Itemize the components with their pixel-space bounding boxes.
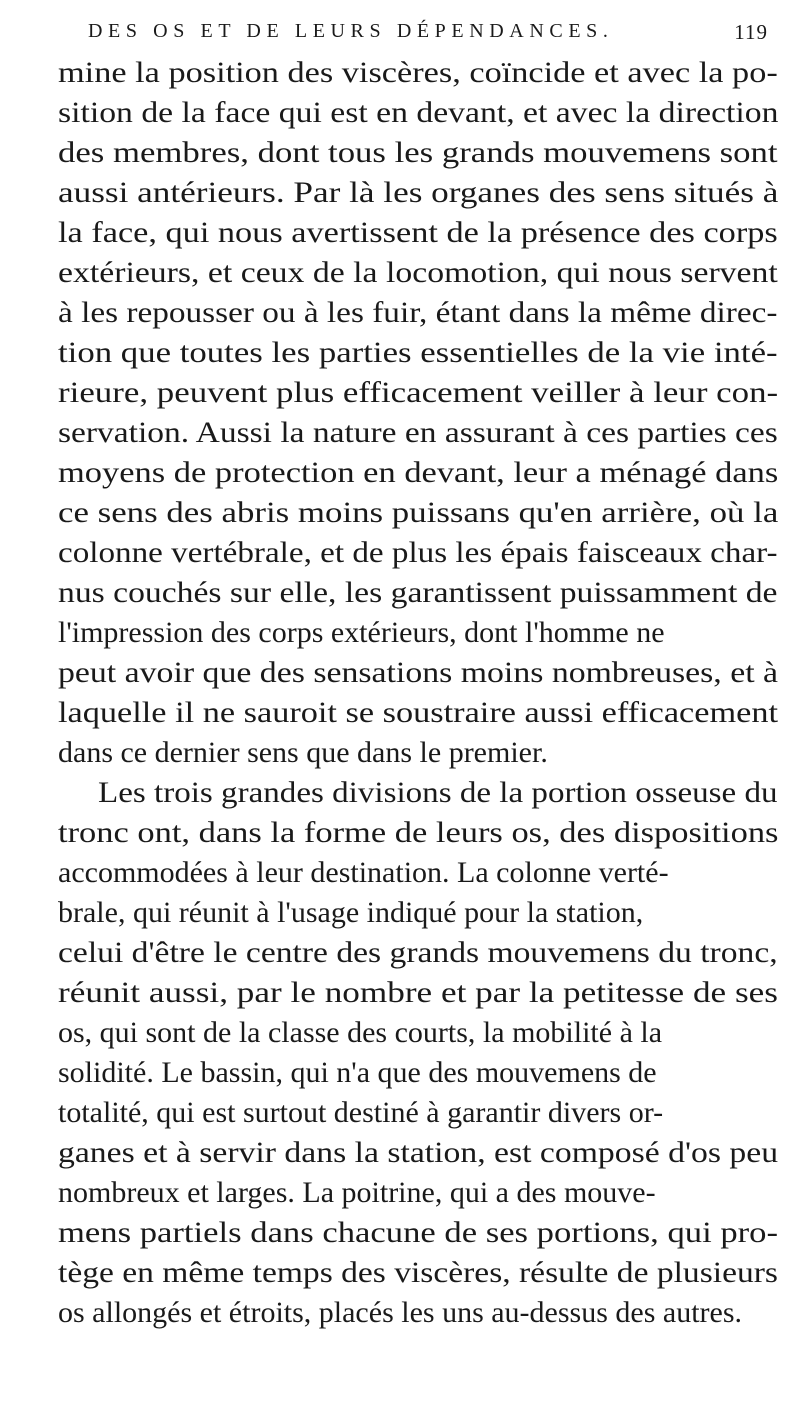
text-line: totalité, qui est surtout destiné à garantir divers or-	[58, 1096, 664, 1129]
text-line: moyens de protection en devant, leur a ménagé dans	[58, 456, 779, 489]
running-title: DES OS ET DE LEURS DÉPENDANCES.	[88, 20, 614, 42]
text-line: Les trois grandes divisions de la portion osseuse du	[98, 776, 778, 809]
text-line: laquelle il ne sauroit se soustraire aussi efficacement	[58, 696, 779, 729]
text-line: des membres, dont tous les grands mouvemens sont	[58, 136, 778, 169]
text-line: à les repousser ou à les fuir, étant dans la même direc-	[58, 296, 778, 329]
text-line: réunit aussi, par le nombre et par la petitesse de ses	[58, 976, 778, 1009]
text-line: tronc ont, dans la forme de leurs os, des dispositions	[58, 816, 779, 849]
text-line: colonne vertébrale, et de plus les épais faisceaux char-	[58, 536, 778, 569]
text-line: os, qui sont de la classe des courts, la mobilité à la	[58, 1016, 663, 1049]
text-line: sition de la face qui est en devant, et avec la direction	[58, 96, 779, 129]
text-line: mine la position des viscères, coïncide et avec la po-	[58, 56, 778, 89]
text-line: ce sens des abris moins puissans qu'en arrière, où la	[58, 496, 779, 529]
text-line: celui d'être le centre des grands mouvemens du tronc,	[58, 936, 778, 969]
running-head	[88, 14, 788, 50]
text-line: nus couchés sur elle, les garantissent puissamment de	[58, 576, 778, 609]
text-line: servation. Aussi la nature en assurant à ces parties ces	[58, 416, 778, 449]
text-line: solidité. Le bassin, qui n'a que des mouvemens de	[58, 1056, 657, 1089]
text-line: os allongés et étroits, placés les uns au-dessus des autres.	[58, 1296, 743, 1329]
text-line: extérieurs, et ceux de la locomotion, qui nous servent	[58, 256, 778, 289]
text-line: aussi antérieurs. Par là les organes des sens situés à	[58, 176, 779, 209]
text-line: tion que toutes les parties essentielles de la vie inté-	[58, 336, 778, 369]
text-line: accommodées à leur destination. La colonne verté-	[58, 856, 669, 889]
text-line: rieure, peuvent plus efficacement veiller à leur con-	[58, 376, 779, 409]
text-line: nombreux et larges. La poitrine, qui a des mouve-	[58, 1176, 656, 1209]
text-line: brale, qui réunit à l'usage indiqué pour la station,	[58, 896, 644, 929]
text-line: l'impression des corps extérieurs, dont l'homme ne	[58, 616, 665, 649]
text-line: peut avoir que des sensations moins nombreuses, et à	[58, 656, 779, 689]
text-line: la face, qui nous avertissent de la présence des corps	[58, 216, 778, 249]
text-line: dans ce dernier sens que dans le premier.	[58, 736, 548, 769]
text-line: tège en même temps des viscères, résulte de plusieurs	[58, 1256, 778, 1289]
text-line: ganes et à servir dans la station, est composé d'os peu	[58, 1136, 779, 1169]
text-line: mens partiels dans chacune de ses portions, qui pro-	[58, 1216, 779, 1249]
page-number: 119	[734, 20, 768, 44]
